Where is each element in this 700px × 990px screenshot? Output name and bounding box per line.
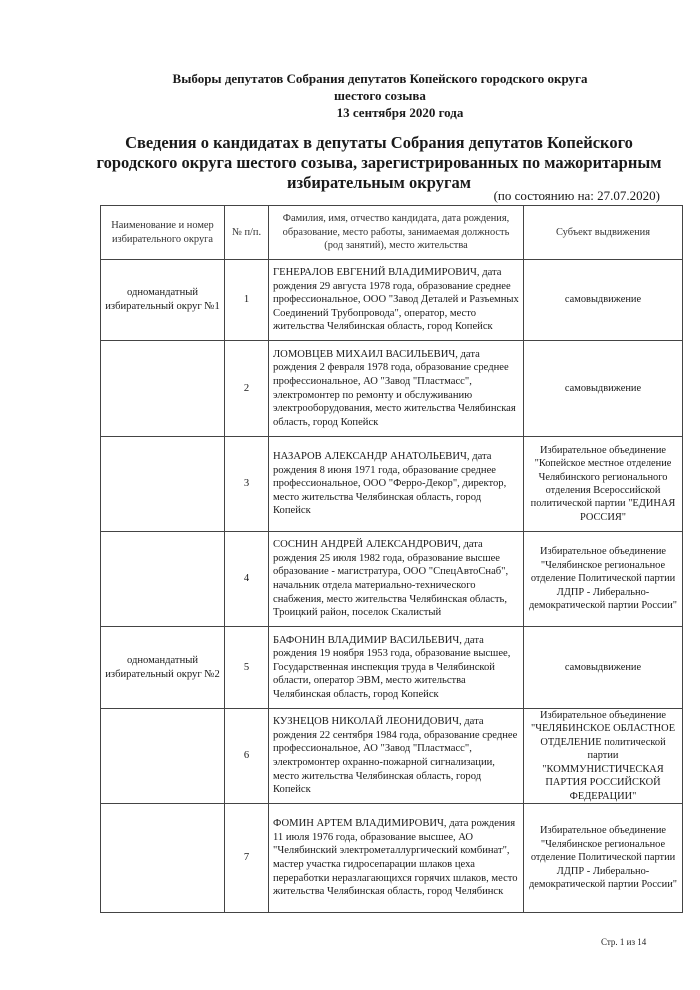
- as-of-date: (по состоянию на: 27.07.2020): [493, 188, 660, 203]
- district-cell: [101, 804, 225, 913]
- number-cell: 6: [225, 709, 269, 804]
- subject-cell: Избирательное объединение "ЧЕЛЯБИНСКОЕ ОБЛАСТНОЕ ОТДЕЛЕНИЕ политической партии "КОММУНИСТИЧЕСКАЯ ПАРТИЯ РОССИЙСКОЙ ФЕДЕРАЦИИ": [524, 709, 683, 804]
- table-row: [101, 627, 683, 709]
- number-cell: 5: [225, 627, 269, 709]
- district-cell: одномандатный избирательный округ №1: [101, 260, 225, 341]
- election-subtitle: шестого созыва: [334, 88, 426, 103]
- table-row: [101, 709, 683, 804]
- number-cell: 2: [225, 341, 269, 437]
- subject-cell: Избирательное объединение "Челябинское региональное отделение Политической партии ЛДПР - Либерально-демократической партии России": [524, 804, 683, 913]
- subject-cell: самовыдвижение: [524, 260, 683, 341]
- column-header-number: № п/п.: [225, 206, 269, 260]
- subject-cell: самовыдвижение: [524, 341, 683, 437]
- table-row: [101, 341, 683, 437]
- election-title: Выборы депутатов Собрания депутатов Копейского городского округа: [172, 71, 588, 86]
- candidate-cell: СОСНИН АНДРЕЙ АЛЕКСАНДРОВИЧ, дата рождения 25 июля 1982 года, образование высшее образование - магистратура, ООО "СпецАвтоСнаб", начальник отдела материально-технического снабжения, место жительства Челябинская область, Троицкий район, поселок Скалистый: [269, 532, 524, 627]
- subject-cell: Избирательное объединение "Челябинское региональное отделение Политической партии ЛДПР - Либерально-демократической партии России": [524, 532, 683, 627]
- column-header-district: Наименование и номер избирательного округа: [101, 206, 225, 260]
- district-cell: одномандатный избирательный округ №2: [101, 627, 225, 709]
- candidate-cell: ГЕНЕРАЛОВ ЕВГЕНИЙ ВЛАДИМИРОВИЧ, дата рождения 29 августа 1978 года, образование среднее профессиональное, ООО "Завод Деталей и Разъемных Соединений Трубопровода", оператор, место жительства Челябинская область, город Копейск: [269, 260, 524, 341]
- number-cell: 4: [225, 532, 269, 627]
- subject-cell: самовыдвижение: [524, 627, 683, 709]
- district-cell: [101, 532, 225, 627]
- number-cell: 7: [225, 804, 269, 913]
- page-number: Стр. 1 из 14: [601, 937, 647, 947]
- column-header-subject: Субъект выдвижения: [524, 206, 683, 260]
- table-row: [101, 804, 683, 913]
- subject-cell: Избирательное объединение "Копейское местное отделение Челябинского регионального отделения Всероссийской политической партии "ЕДИНАЯ РОССИЯ": [524, 437, 683, 532]
- candidate-cell: ФОМИН АРТЕМ ВЛАДИМИРОВИЧ, дата рождения 11 июля 1976 года, образование высшее, АО "Челябинский электрометаллургический комбинат", мастер участка гидросепарации шлаков цеха переработки неразлагающихся горячих шлаков, место жительства Челябинская область, город Челябинск: [269, 804, 524, 913]
- district-cell: [101, 709, 225, 804]
- election-date: 13 сентября 2020 года: [336, 105, 464, 120]
- candidate-cell: ЛОМОВЦЕВ МИХАИЛ ВАСИЛЬЕВИЧ, дата рождения 2 февраля 1978 года, образование среднее профессиональное, АО "Завод "Пластмасс", электромонтер по ремонту и обслуживанию электрооборудования, место жительства Челябинская область, город Копейск: [269, 341, 524, 437]
- district-cell: [101, 341, 225, 437]
- district-cell: [101, 437, 225, 532]
- table-row: [101, 260, 683, 341]
- table-row: [101, 532, 683, 627]
- number-cell: 3: [225, 437, 269, 532]
- candidates-table: [100, 205, 683, 913]
- candidate-cell: БАФОНИН ВЛАДИМИР ВАСИЛЬЕВИЧ, дата рождения 19 ноября 1953 года, образование высшее, Государственная инспекция труда в Челябинской области, оператор ЭВМ, место жительства Челябинская область, город Копейск: [269, 627, 524, 709]
- table-header-row: [101, 206, 683, 260]
- table-row: [101, 437, 683, 532]
- document-title: Сведения о кандидатах в депутаты Собрания депутатов Копейского городского округа шестого созыва, зарегистрированных по мажоритарным избирательным округам: [96, 133, 662, 192]
- candidate-cell: НАЗАРОВ АЛЕКСАНДР АНАТОЛЬЕВИЧ, дата рождения 8 июня 1971 года, образование среднее профессиональное, ООО "Ферро-Декор", директор, место жительства Челябинская область, город Копейск: [269, 437, 524, 532]
- candidate-cell: КУЗНЕЦОВ НИКОЛАЙ ЛЕОНИДОВИЧ, дата рождения 22 сентября 1984 года, образование среднее профессиональное, АО "Завод "Пластмасс", электромонтер охранно-пожарной сигнализации, место жительства Челябинская область, город Копейск: [269, 709, 524, 804]
- column-header-candidate: Фамилия, имя, отчество кандидата, дата рождения, образование, место работы, занимаемая должность (род занятий), место жительства: [269, 206, 524, 260]
- number-cell: 1: [225, 260, 269, 341]
